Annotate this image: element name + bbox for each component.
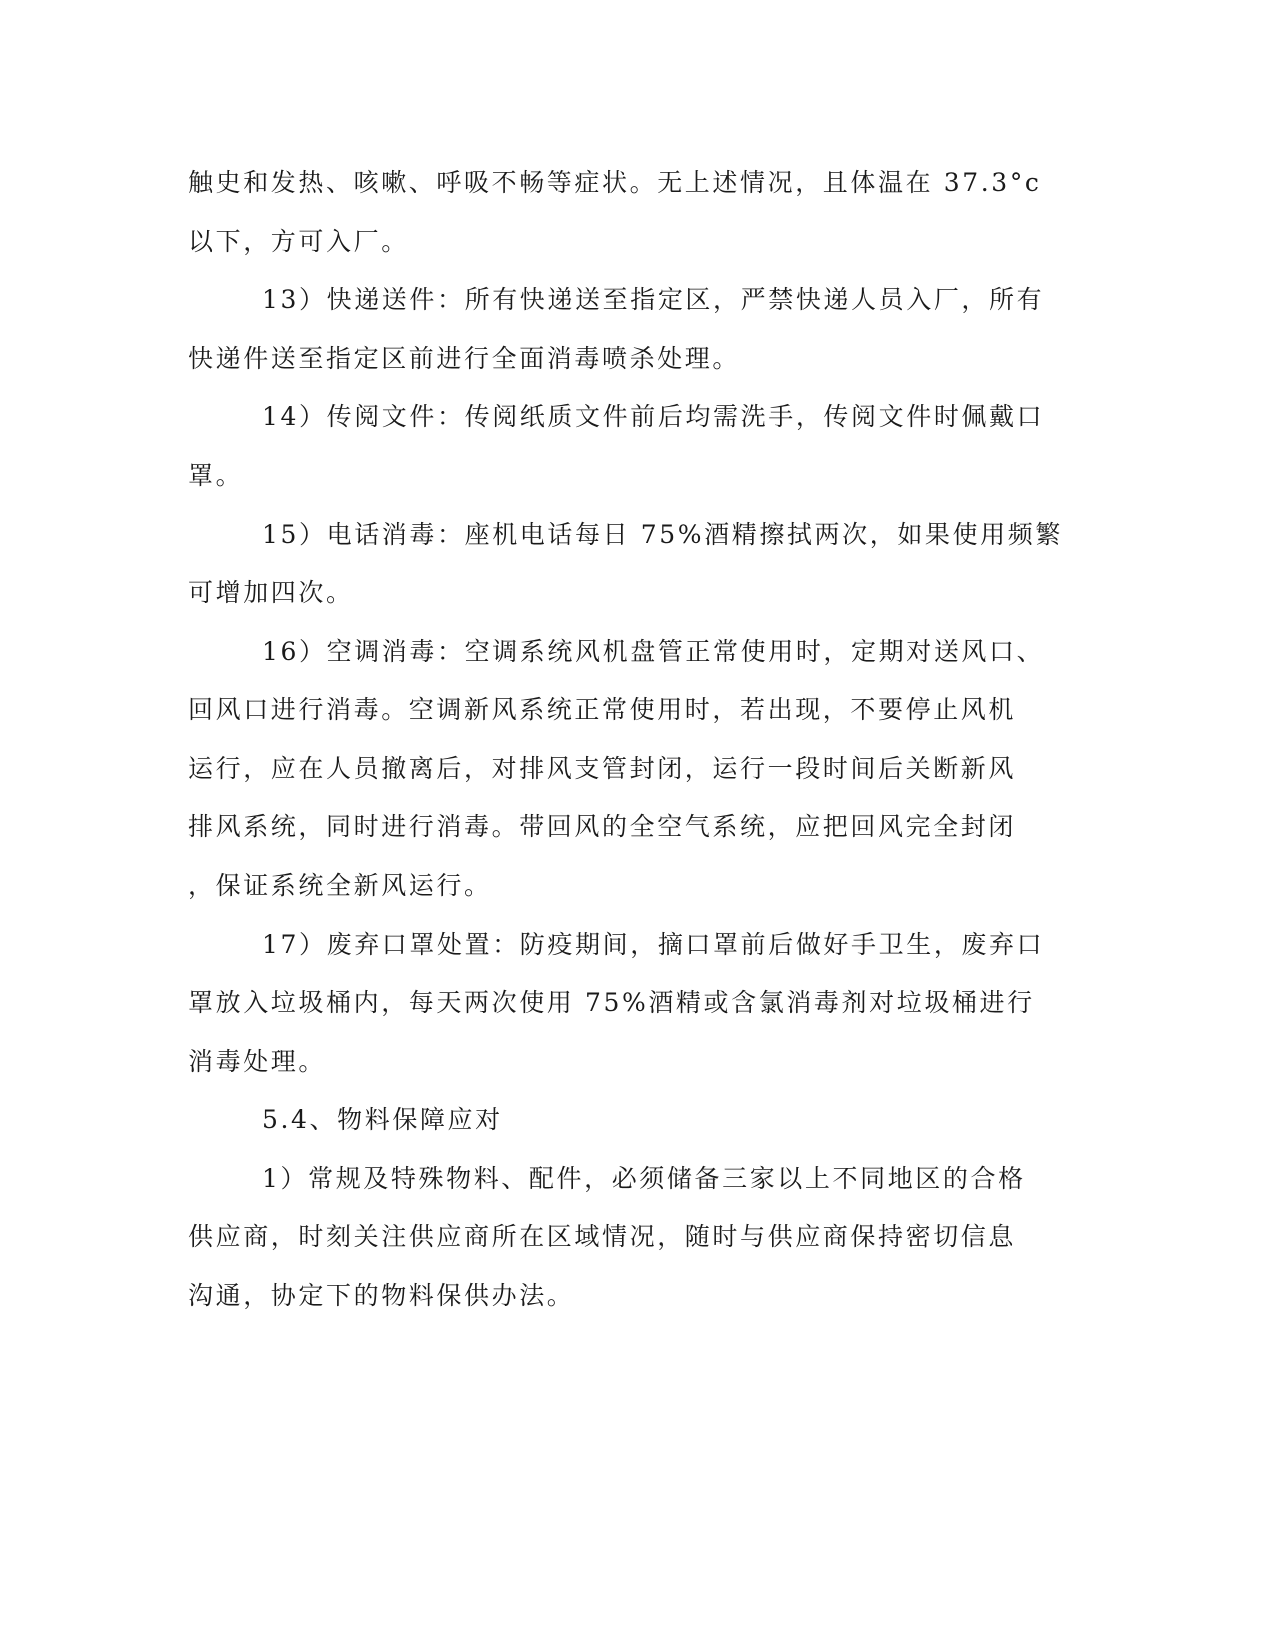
text-line: 消毒处理。	[188, 1047, 327, 1076]
text-line: 沟通，协定下的物料保供办法。	[188, 1281, 575, 1310]
text-line: 供应商，时刻关注供应商所在区域情况，随时与供应商保持密切信息	[188, 1222, 1017, 1251]
text-line: 罩。	[188, 461, 244, 490]
paragraph-1-start: 1）常规及特殊物料、配件，必须储备三家以上不同地区的合格	[262, 1164, 1026, 1193]
text-line: 快递件送至指定区前进行全面消毒喷杀处理。	[188, 344, 741, 373]
text-line: 运行，应在人员撤离后，对排风支管封闭，运行一段时间后关断新风	[188, 754, 1017, 783]
paragraph-14-start: 14）传阅文件：传阅纸质文件前后均需洗手，传阅文件时佩戴口	[262, 402, 1045, 431]
paragraph-16-start: 16）空调消毒：空调系统风机盘管正常使用时，定期对送风口、	[262, 637, 1045, 666]
text-line: 排风系统，同时进行消毒。带回风的全空气系统，应把回风完全封闭	[188, 812, 1017, 841]
text-line: 可增加四次。	[188, 578, 354, 607]
paragraph-17-start: 17）废弃口罩处置：防疫期间，摘口罩前后做好手卫生，废弃口	[262, 930, 1045, 959]
paragraph-13-start: 13）快递送件：所有快递送至指定区，严禁快递人员入厂，所有	[262, 285, 1045, 314]
text-line: 罩放入垃圾桶内，每天两次使用 75%酒精或含氯消毒剂对垃圾桶进行	[188, 988, 1035, 1017]
text-line: 触史和发热、咳嗽、呼吸不畅等症状。无上述情况，且体温在 37.3°c	[188, 168, 1042, 197]
text-line: 以下，方可入厂。	[188, 227, 409, 256]
section-heading: 5.4、物料保障应对	[262, 1105, 503, 1134]
paragraph-15-start: 15）电话消毒：座机电话每日 75%酒精擦拭两次，如果使用频繁	[262, 520, 1063, 549]
text-line: ，保证系统全新风运行。	[188, 871, 492, 900]
text-line: 回风口进行消毒。空调新风系统正常使用时，若出现，不要停止风机	[188, 695, 1017, 724]
